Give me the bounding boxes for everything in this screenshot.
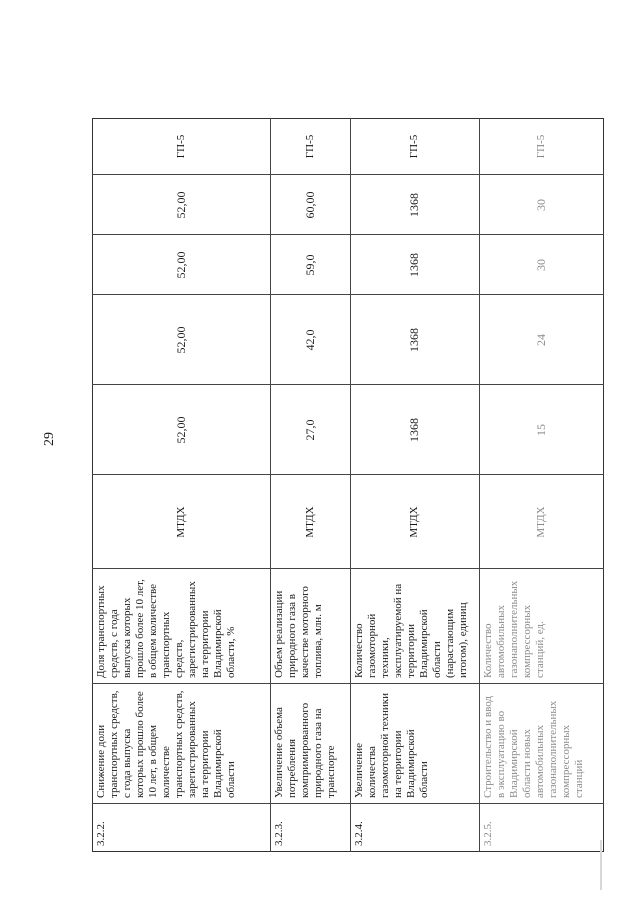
- value-cell: 52,00: [173, 191, 188, 219]
- page-number: 29: [42, 432, 57, 446]
- program-cell: ГП-5: [408, 134, 420, 159]
- value-cell: 27,0: [302, 419, 317, 441]
- action-cell: Увеличение объема потребления компримированного природного газа на транспорте: [273, 702, 337, 798]
- program-cell: ГП-5: [535, 134, 547, 159]
- value-cell: 30: [534, 199, 548, 211]
- program-cell: ГП-5: [174, 134, 187, 159]
- value-cell: 1368: [407, 193, 421, 217]
- value-cell: 52,00: [173, 251, 188, 279]
- action-cell: Строительство и ввод в эксплуатацию во Владимирской области новых автомобильных газонаполнительных компрессорных станций: [482, 695, 585, 798]
- scan-mark: [600, 840, 602, 890]
- row-index: 3.2.2.: [95, 821, 107, 846]
- indicator-cell: Объем реализации природного газа в качестве моторного топлива, млн. м: [273, 586, 324, 678]
- value-cell: 60,00: [302, 191, 317, 219]
- value-cell: 59,0: [302, 254, 317, 276]
- indicator-cell: Доля транспортных средств, с года выпуска которых прошло более 10 лет, в общем количестве транспортных средств, зарегистрированных на территории Владимирской области, %: [95, 579, 237, 678]
- value-cell: 52,00: [173, 326, 188, 354]
- responsible-cell: МТДХ: [535, 506, 547, 538]
- value-cell: 52,00: [173, 416, 188, 444]
- value-cell: 1368: [407, 253, 421, 277]
- program-table: [92, 118, 604, 852]
- value-cell: 30: [534, 259, 548, 271]
- action-cell: Увеличение количества газомоторной техники на территории Владимирской области: [353, 692, 430, 798]
- responsible-cell: МТДХ: [408, 506, 420, 538]
- indicator-cell: Количество автомобильных газонаполнительных компрессорных станций, ед.: [482, 580, 546, 678]
- indicator-cell: Количество газомоторной техники, эксплуатируемой на территории Владимирской области (нарастающим итогом), единиц: [353, 583, 469, 678]
- row-index: 3.2.4.: [353, 821, 365, 846]
- value-cell: 15: [534, 424, 548, 436]
- row-index: 3.2.5.: [482, 821, 494, 846]
- responsible-cell: МТДХ: [174, 506, 187, 538]
- value-cell: 1368: [407, 328, 421, 352]
- value-cell: 42,0: [302, 329, 317, 351]
- action-cell: Снижение доли транспортных средств, с года выпуска которых прошло более 10 лет, в общем количестве транспортных средств, зарегистрированных на территории Владимирской области: [95, 690, 237, 798]
- row-index: 3.2.3.: [273, 821, 285, 846]
- responsible-cell: МТДХ: [303, 506, 316, 538]
- value-cell: 24: [534, 334, 548, 346]
- program-cell: ГП-5: [303, 134, 316, 159]
- value-cell: 1368: [407, 418, 421, 442]
